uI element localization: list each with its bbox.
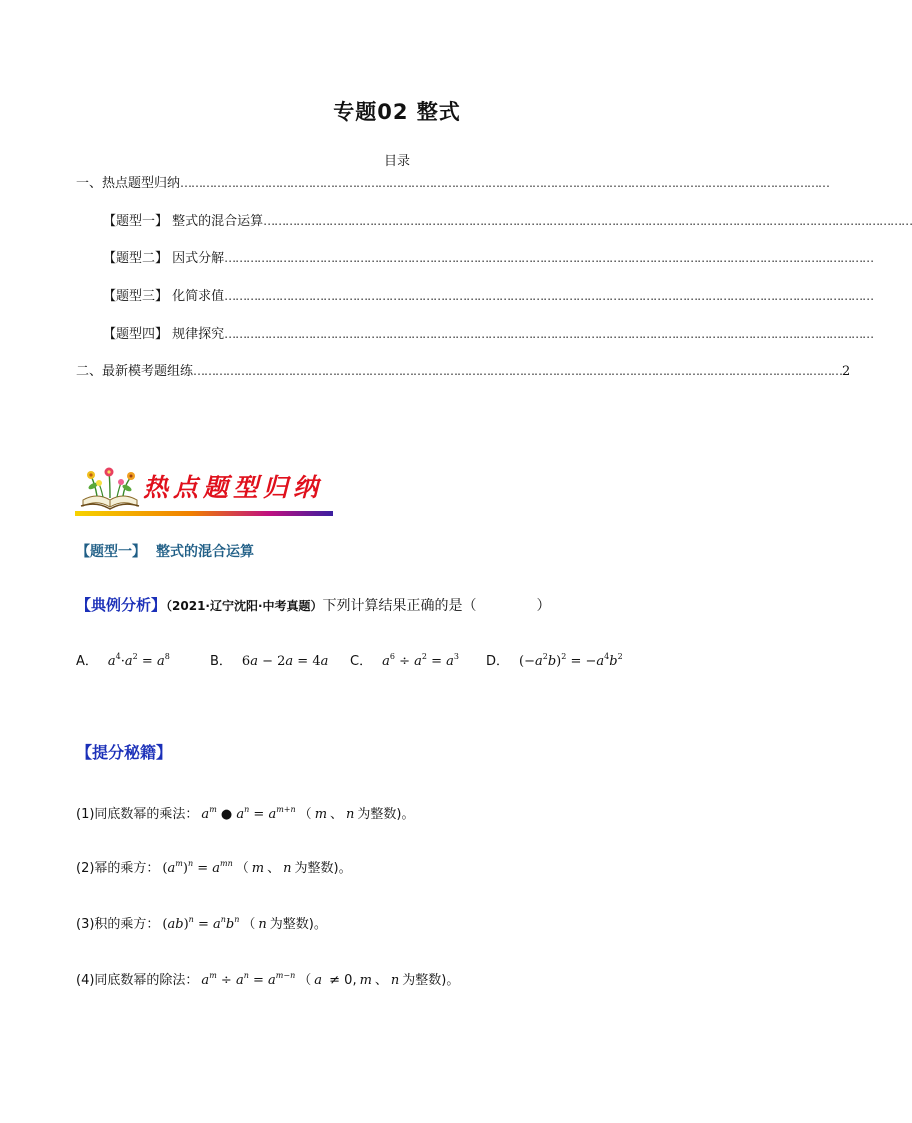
rule-note-formula: （ a ≠ 0, m 、 n [298, 973, 400, 988]
toc-page-number: 2 [842, 364, 851, 379]
section-title: 整式的混合运算 [156, 544, 254, 560]
toc-leader-dots: …………………………………………………………………………………………………………………………………………………………… [193, 364, 843, 378]
toc-item-type-3[interactable] [103, 285, 874, 304]
toc-item-label: 二、最新模考题组练 [76, 364, 194, 379]
option-letter: D． [486, 654, 510, 669]
option-formula: $(-a^2b)^2 = -a^4b^2$ [519, 652, 623, 669]
rule-formula: $a^m \div a^n = a^{m-n}$ [201, 971, 296, 988]
option-a[interactable] [76, 650, 170, 669]
rule-note: 为整数)。 [269, 917, 327, 932]
toc-heading: 目录 [383, 154, 410, 169]
rule-item [76, 913, 327, 932]
toc-leader-dots: …………………………………………………………………………………………………………………………………………………………… [180, 176, 830, 190]
example-question [76, 594, 551, 615]
rule-formula: $a^m$ ● $a^n = a^{m+n}$ [201, 805, 296, 822]
section-heading [76, 541, 254, 561]
section-tag: 【题型一】 [76, 544, 146, 560]
example-question-close: ） [536, 598, 551, 614]
rule-formula: $(a^m)^n = a^{mn}$ [162, 859, 233, 876]
section-banner [75, 466, 333, 516]
rule-note-formula: （ n [242, 917, 267, 932]
option-d[interactable] [486, 650, 623, 669]
rule-item [76, 803, 414, 822]
rule-label: (2)幂的乘方： [76, 861, 160, 876]
rule-label: (1)同底数幂的乘法： [76, 807, 199, 822]
toc-leader-dots: …………………………………………………………………………………………………………………………………………………………… [224, 327, 874, 341]
option-letter: A． [76, 654, 98, 669]
banner-gradient-bar [75, 511, 333, 516]
rule-label: (3)积的乘方： [76, 917, 160, 932]
toc-leader-dots: …………………………………………………………………………………………………………………………………………………………… [263, 214, 912, 228]
page-title: 专题02 整式 [333, 100, 461, 124]
rule-note-formula: （ m 、 n [298, 807, 355, 822]
toc-item-hot-types[interactable] [76, 172, 830, 191]
banner-title: 热点题型归纳 [143, 473, 324, 502]
toc-item-label: 【题型二】 因式分解 [103, 251, 225, 266]
toc-item-label: 【题型四】 规律探究 [103, 327, 225, 342]
toc-item-mock-exams[interactable] [76, 360, 851, 379]
rule-label: (4)同底数幂的除法： [76, 973, 199, 988]
rule-note: 为整数)。 [402, 973, 460, 988]
example-question-text: 下列计算结果正确的是（ [322, 598, 477, 614]
option-b[interactable] [210, 650, 328, 669]
toc-item-label: 【题型一】 整式的混合运算 [103, 214, 264, 229]
rule-note-formula: （ m 、 n [235, 861, 292, 876]
option-formula: $a^6 \div a^2 = a^3$ [382, 652, 459, 669]
rule-formula: $(ab)^n = a^nb^n$ [162, 915, 240, 932]
rule-item [76, 969, 459, 988]
toc-item-label: 【题型三】 化简求值 [103, 289, 225, 304]
rule-note: 为整数)。 [294, 861, 352, 876]
toc-item-label: 一、热点题型归纳 [76, 176, 181, 191]
option-formula: $a^4\cdot a^2 = a^8$ [107, 652, 170, 669]
book-flowers-icon [77, 466, 143, 512]
option-formula: 6a − 2a = 4a [241, 654, 329, 669]
rule-item [76, 857, 352, 876]
tips-heading: 【提分秘籍】 [76, 743, 173, 762]
toc-item-type-2[interactable] [103, 247, 874, 266]
example-tag: 【典例分析】 [76, 596, 167, 614]
option-letter: C． [350, 654, 373, 669]
option-c[interactable] [350, 650, 459, 669]
toc-leader-dots: …………………………………………………………………………………………………………………………………………………………… [224, 289, 874, 303]
option-letter: B． [210, 654, 232, 669]
example-source: （2021·辽宁沈阳·中考真题） [166, 599, 323, 613]
rule-note: 为整数)。 [357, 807, 415, 822]
toc-item-type-1[interactable] [103, 210, 912, 229]
toc-item-type-4[interactable] [103, 323, 874, 342]
toc-leader-dots: …………………………………………………………………………………………………………………………………………………………… [224, 251, 874, 265]
